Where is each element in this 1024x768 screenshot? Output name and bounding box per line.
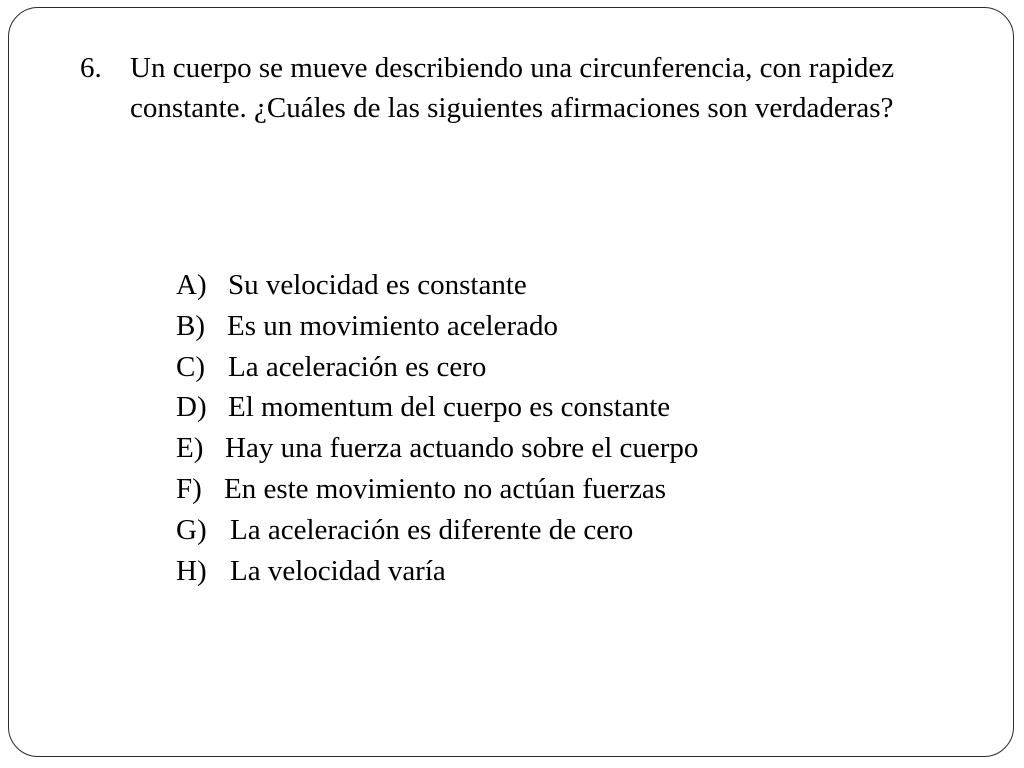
option-letter: D) bbox=[176, 391, 207, 424]
option-text: La velocidad varía bbox=[230, 554, 446, 587]
option-c bbox=[176, 347, 698, 388]
option-letter: H) bbox=[176, 554, 207, 587]
option-text: La aceleración es diferente de cero bbox=[230, 513, 634, 546]
option-letter: B) bbox=[176, 309, 205, 342]
option-text: Su velocidad es constante bbox=[228, 269, 527, 301]
option-b bbox=[176, 306, 698, 347]
option-d bbox=[176, 387, 698, 428]
option-text: La aceleración es cero bbox=[228, 350, 487, 383]
option-letter: C) bbox=[176, 350, 205, 383]
option-text: Hay una fuerza actuando sobre el cuerpo bbox=[225, 432, 699, 465]
question-text: Un cuerpo se mueve describiendo una circunferencia, con rapidez constante. ¿Cuáles de las siguientes afirmaciones son verdaderas? bbox=[130, 52, 895, 124]
option-text: Es un movimiento acelerado bbox=[227, 309, 558, 342]
option-e bbox=[176, 428, 698, 469]
option-f bbox=[176, 469, 698, 510]
option-text: En este movimiento no actúan fuerzas bbox=[224, 472, 667, 505]
option-g bbox=[176, 510, 698, 551]
option-letter: F) bbox=[176, 472, 202, 505]
option-a bbox=[176, 265, 698, 306]
question-number: 6. bbox=[80, 52, 102, 84]
option-letter: G) bbox=[176, 513, 207, 546]
option-letter: A) bbox=[176, 269, 207, 301]
option-letter: E) bbox=[176, 432, 204, 465]
option-text: El momentum del cuerpo es constante bbox=[228, 391, 671, 424]
option-h bbox=[176, 551, 698, 592]
answer-options-list bbox=[176, 265, 698, 591]
